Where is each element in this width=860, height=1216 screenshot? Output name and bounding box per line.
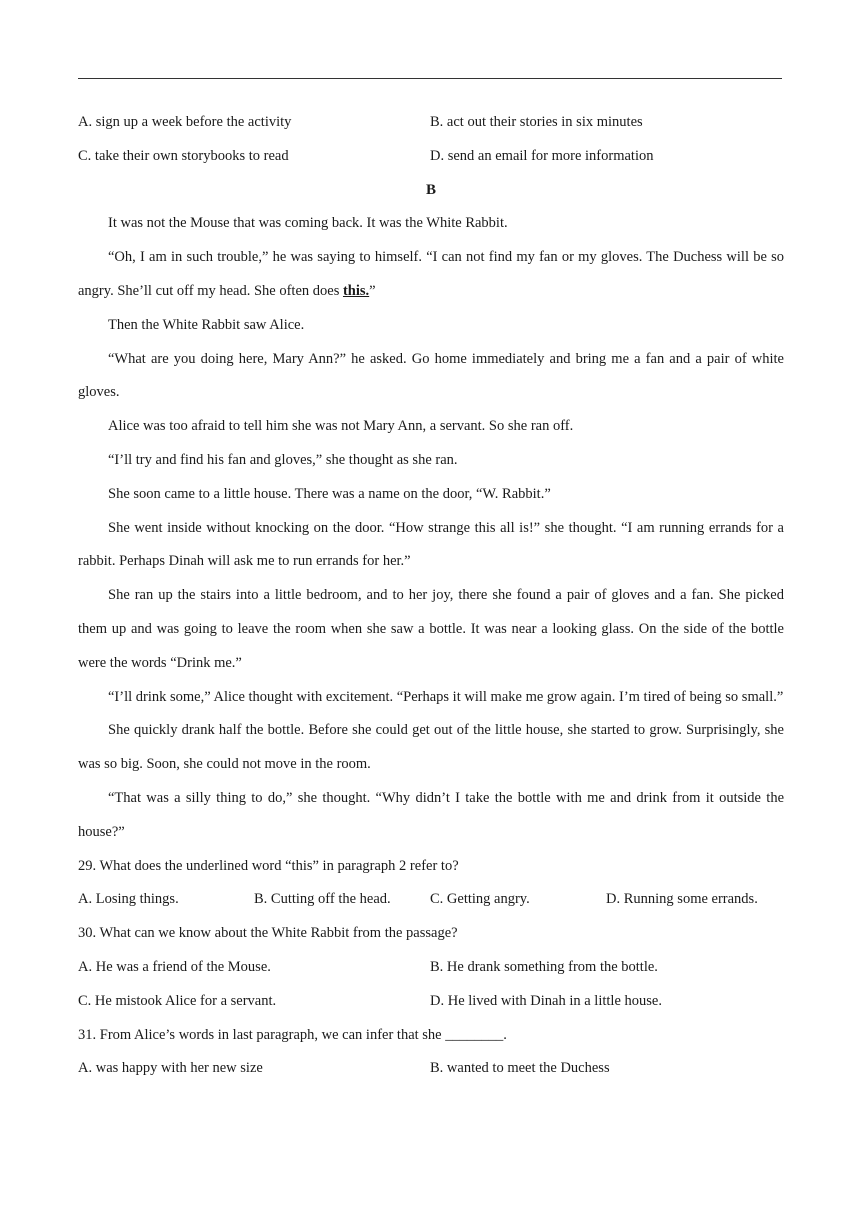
q31-option-a: A. was happy with her new size — [78, 1060, 263, 1077]
paragraph-6: “I’ll try and find his fan and gloves,” she thought as she ran. — [108, 451, 458, 468]
q29-option-a: A. Losing things. — [78, 891, 179, 908]
underlined-word: this. — [342, 282, 370, 299]
option-b: B. act out their stories in six minutes — [430, 114, 643, 130]
q29-option-b: B. Cutting off the head. — [254, 891, 391, 908]
q29-option-c: C. Getting angry. — [430, 891, 530, 908]
option-d: D. send an email for more information — [430, 147, 654, 164]
prev-options-row-2 — [78, 140, 784, 174]
content — [78, 106, 784, 1086]
question-30-options-row-2 — [78, 985, 784, 1019]
q30-option-d: D. He lived with Dinah in a little house. — [430, 992, 662, 1009]
question-30-options-row-1 — [78, 951, 784, 985]
question-29-stem: 29. What does the underlined word “this” in paragraph 2 refer to? — [78, 857, 459, 874]
page — [78, 0, 784, 1216]
paragraph-7: She soon came to a little house. There was a name on the door, “W. Rabbit.” — [108, 485, 551, 502]
paragraph-12: “That was a silly thing to do,” she thought. “Why didn’t I take the bottle with me and drink from it outside the house?” — [78, 789, 784, 840]
paragraph-2 — [78, 241, 784, 309]
paragraph-5: Alice was too afraid to tell him she was not Mary Ann, a servant. So she ran off. — [108, 418, 574, 435]
q29-option-d: D. Running some errands. — [606, 891, 758, 908]
q30-option-c: C. He mistook Alice for a servant. — [78, 992, 277, 1009]
paragraph-11: She quickly drank half the bottle. Before she could get out of the little house, she started to grow. Surprisingly, she was so big. Soon, she could not move in the room. — [78, 722, 784, 773]
q31-option-b: B. wanted to meet the Duchess — [430, 1060, 610, 1077]
option-c: C. take their own storybooks to read — [78, 147, 289, 164]
header-rule — [78, 78, 782, 79]
paragraph-10: “I’ll drink some,” Alice thought with excitement. “Perhaps it will make me grow again. I’m tired of being so small.” — [108, 688, 784, 705]
option-a: A. sign up a week before the activity — [78, 114, 292, 130]
paragraph-2-text: “Oh, I am in such trouble,” he was saying to himself. “I can not find my fan or my gloves. The Duchess will be so angry. She’ll cut off my head. She often does — [78, 249, 784, 299]
prev-options-row-1 — [78, 106, 784, 140]
q30-option-b: B. He drank something from the bottle. — [430, 958, 658, 975]
q30-option-a: A. He was a friend of the Mouse. — [78, 958, 271, 975]
paragraph-1: It was not the Mouse that was coming back. It was the White Rabbit. — [108, 215, 508, 232]
paragraph-9: She ran up the stairs into a little bedroom, and to her joy, there she found a pair of gloves and a fan. She picked them up and was going to leave the room when she saw a bottle. It was near a looking glass. On the side of the bottle were the words “Drink me.” — [78, 587, 784, 671]
paragraph-2-end: ” — [369, 282, 376, 299]
question-31-options-row-1 — [78, 1052, 784, 1086]
question-29-options — [78, 883, 784, 917]
paragraph-4: “What are you doing here, Mary Ann?” he asked. Go home immediately and bring me a fan and a pair of white gloves. — [78, 350, 784, 401]
question-30-stem: 30. What can we know about the White Rabbit from the passage? — [78, 925, 458, 942]
question-31-stem: 31. From Alice’s words in last paragraph, we can infer that she ________. — [78, 1026, 507, 1043]
section-title: B — [425, 181, 436, 198]
paragraph-3: Then the White Rabbit saw Alice. — [108, 316, 305, 333]
paragraph-8: She went inside without knocking on the door. “How strange this all is!” she thought. “I am running errands for a rabbit. Perhaps Dinah will ask me to run errands for her.” — [78, 519, 784, 570]
